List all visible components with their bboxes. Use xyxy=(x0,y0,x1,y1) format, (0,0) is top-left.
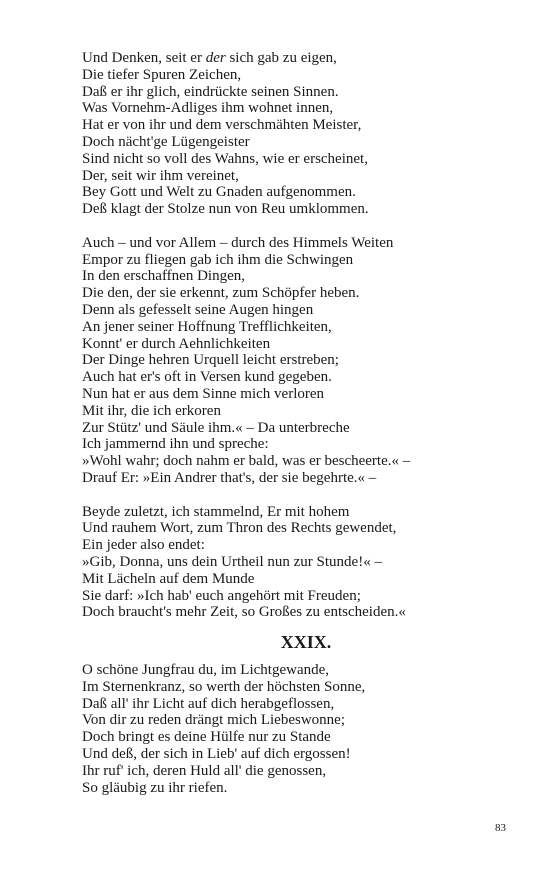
page-number: 83 xyxy=(495,822,506,834)
poem-line: Daß er ihr glich, eindrückte seinen Sinnen. xyxy=(82,83,339,100)
poem-line: Zur Stütz' und Säule ihm.« – Da unterbreche xyxy=(82,419,350,436)
poem-line: Doch braucht's mehr Zeit, so Großes zu entscheiden.« xyxy=(82,604,406,621)
poem-line: Beyde zuletzt, ich stammelnd, Er mit hohem xyxy=(82,503,350,520)
poem-line: »Gib, Donna, uns dein Urtheil nun zur Stunde!« – xyxy=(82,553,382,570)
stanza-2 xyxy=(82,235,522,487)
poem-line: Im Sternenkranz, so werth der höchsten Sonne, xyxy=(82,678,366,695)
poem-line: Hat er von ihr und dem verschmähten Meister, xyxy=(82,117,362,134)
poem-line: Deß klagt der Stolze nun von Reu umklommen. xyxy=(82,201,369,218)
poem-line: Der, seit wir ihm vereinet, xyxy=(82,167,239,184)
poem-line: Von dir zu reden drängt mich Liebeswonne; xyxy=(82,712,345,729)
poem-line: Der Dinge hehren Urquell leicht erstreben; xyxy=(82,352,339,369)
poem-line: Doch nächt'ge Lügengeister xyxy=(82,133,250,150)
poem-line: Denn als gefesselt seine Augen hingen xyxy=(82,301,314,318)
stanza-gap xyxy=(82,487,522,504)
poem-line: Sind nicht so voll des Wahns, wie er erscheinet, xyxy=(82,150,368,167)
poem-line: O schöne Jungfrau du, im Lichtgewande, xyxy=(82,662,330,679)
stanza-gap xyxy=(82,218,522,235)
poem-line: So gläubig zu ihr riefen. xyxy=(82,779,228,796)
poem-line: Daß all' ihr Licht auf dich herabgeflossen, xyxy=(82,695,335,712)
poem-line: In den erschaffnen Dingen, xyxy=(82,268,245,285)
poem-line: Mit ihr, die ich erkoren xyxy=(82,402,221,419)
poem-line: Bey Gott und Welt zu Gnaden aufgenommen. xyxy=(82,184,356,201)
poem-line: Und deß, der sich in Lieb' auf dich ergossen! xyxy=(82,746,351,763)
poem-line: Auch – und vor Allem – durch des Himmels Weiten xyxy=(82,234,394,251)
poem-line: Konnt' er durch Aehnlichkeiten xyxy=(82,335,271,352)
poem-line: Ihr ruf' ich, deren Huld all' die genossen, xyxy=(82,762,327,779)
poem-text xyxy=(82,50,522,796)
poem-line: »Wohl wahr; doch nahm er bald, was er bescheerte.« – xyxy=(82,453,411,470)
emphasized-word: der xyxy=(205,50,226,66)
poem-line: Und Denken, seit er der sich gab zu eigen, xyxy=(82,50,337,66)
poem-line: Was Vornehm-Adliges ihm wohnet innen, xyxy=(82,100,334,117)
poem-line: An jener seiner Hoffnung Trefflichkeiten, xyxy=(82,318,332,335)
poem-line: Und rauhem Wort, zum Thron des Rechts gewendet, xyxy=(82,520,397,537)
stanza-4 xyxy=(82,662,522,796)
poem-line: Auch hat er's oft in Versen kund gegeben. xyxy=(82,369,332,386)
section-heading: XXIX. xyxy=(280,632,332,653)
poem-line: Drauf Er: »Ein Andrer that's, der sie begehrte.« – xyxy=(82,469,377,486)
poem-line: Mit Lächeln auf dem Munde xyxy=(82,570,255,587)
poem-line: Die tiefer Spuren Zeichen, xyxy=(82,66,242,83)
poem-line: Ich jammernd ihn und spreche: xyxy=(82,436,269,453)
poem-line: Doch bringt es deine Hülfe nur zu Stande xyxy=(82,729,331,746)
stanza-3 xyxy=(82,504,522,622)
poem-line: Sie darf: »Ich hab' euch angehört mit Freuden; xyxy=(82,587,361,604)
poem-line: Nun hat er aus dem Sinne mich verloren xyxy=(82,385,325,402)
stanza-1 xyxy=(82,50,522,218)
poem-line: Empor zu fliegen gab ich ihm die Schwingen xyxy=(82,251,354,268)
poem-line: Die den, der sie erkennt, zum Schöpfer heben. xyxy=(82,285,360,302)
poem-line: Ein jeder also endet: xyxy=(82,537,205,554)
